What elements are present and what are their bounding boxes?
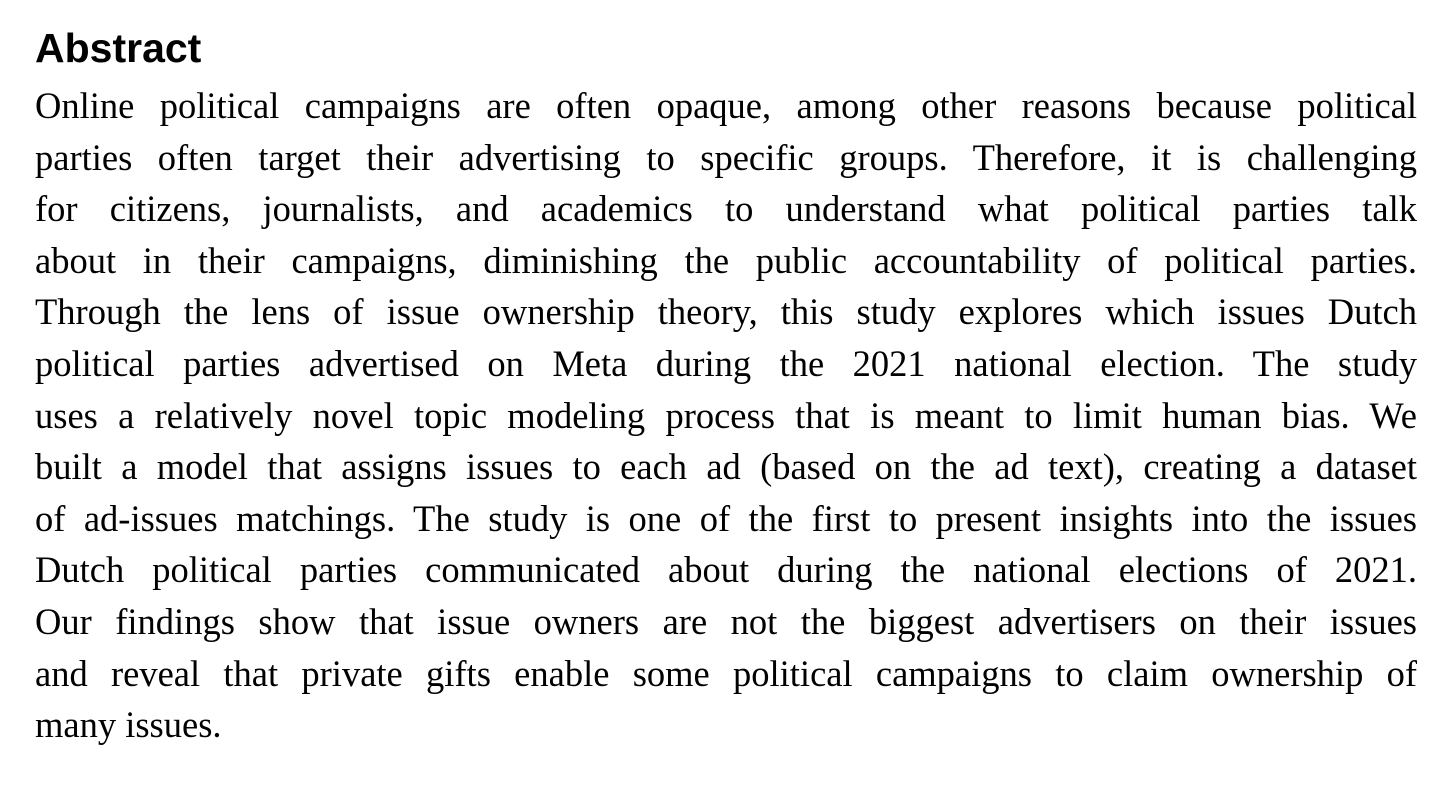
abstract-heading: Abstract	[35, 25, 202, 71]
abstract-line: Our findings show that issue owners are not the biggest advertisers on their issues	[35, 600, 1417, 642]
abstract-line: Through the lens of issue ownership theory, this study explores which issues Dutch	[35, 291, 1417, 333]
abstract-line: for citizens, journalists, and academics to understand what political parties talk	[35, 188, 1417, 230]
abstract-line: many issues.	[35, 704, 222, 746]
abstract-line: political parties advertised on Meta during the 2021 national election. The study	[35, 342, 1417, 384]
abstract-line: and reveal that private gifts enable some political campaigns to claim ownership of	[35, 652, 1417, 694]
abstract-line: Online political campaigns are often opaque, among other reasons because political	[35, 85, 1417, 126]
abstract-line: of ad-issues matchings. The study is one of the first to present insights into the issues	[35, 497, 1417, 539]
abstract-line: uses a relatively novel topic modeling process that is meant to limit human bias. We	[35, 394, 1417, 436]
abstract-line: parties often target their advertising to specific groups. Therefore, it is challenging	[35, 136, 1417, 178]
abstract-line: Dutch political parties communicated about during the national elections of 2021.	[35, 549, 1417, 591]
abstract-line: built a model that assigns issues to each ad (based on the ad text), creating a dataset	[35, 446, 1417, 488]
abstract-line: about in their campaigns, diminishing the public accountability of political parties.	[35, 239, 1417, 281]
abstract-body	[35, 80, 1417, 751]
